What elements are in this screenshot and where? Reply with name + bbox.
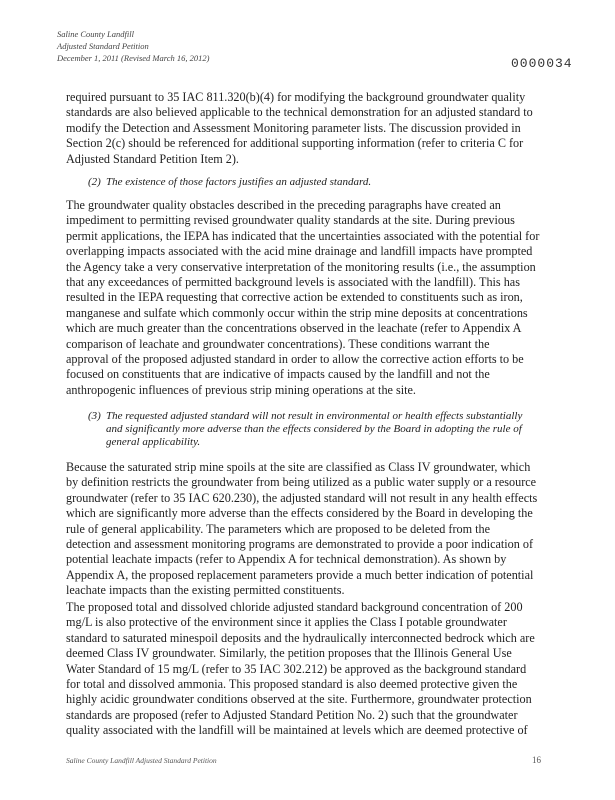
- text-line: permit applications, the IEPA has indicated that the uncertainties associated with the potential for: [66, 228, 540, 243]
- text-line: by definition restricts the groundwater from being utilized as a public water supply or a resource: [66, 475, 537, 490]
- header-line: Saline County Landfill: [57, 29, 134, 39]
- text-line: that any exceedances of permitted background levels is associated with the landfill). This has: [66, 275, 520, 290]
- text-line: leachate impacts than the existing permitted constituents.: [66, 583, 345, 598]
- text-line: which are significantly more adverse than the effects considered by the Board in developing the: [66, 506, 533, 521]
- text-line: resulted in the IEPA requesting that corrective action be extended to constituents such as iron,: [66, 290, 523, 305]
- text-line: manganese and sulfate which commonly occur within the strip mine deposits at concentrations: [66, 305, 528, 320]
- text-line: Section 2(c) should be referenced for additional supporting information (refer to criteria C for: [66, 136, 524, 151]
- text-line: comparison of leachate and groundwater concentrations). These conditions warrant the: [66, 336, 490, 351]
- paragraph-3: [66, 460, 552, 599]
- text-line: potential leachate impacts (refer to Appendix A for technical demonstration). As shown by: [66, 552, 507, 567]
- criterion-line: general applicability.: [106, 436, 201, 448]
- text-line: overlapping impacts associated with the acid mine drainage and landfill impacts have prompted: [66, 244, 533, 259]
- criterion-2-heading: [88, 176, 371, 189]
- text-line: groundwater (refer to 35 IAC 620.230), the adjusted standard will not result in any health effects: [66, 490, 538, 505]
- text-line: standard to saturated minespoil deposits and the hydraulically interconnected bedrock which are: [66, 630, 535, 645]
- text-line: Water Standard of 15 mg/L (refer to 35 IAC 302.212) be approved as the background standard: [66, 661, 527, 676]
- text-line: Adjusted Standard Petition Item 2).: [66, 151, 239, 166]
- footer-text: Saline County Landfill Adjusted Standard Petition: [66, 756, 217, 765]
- text-line: modify the Detection and Assessment Monitoring parameter lists. The discussion provided in: [66, 120, 521, 135]
- text-line: anthropogenic influences of previous strip mining operations at the site.: [66, 382, 416, 397]
- text-line: for total and dissolved ammonia. This proposed standard is also deemed protective given the: [66, 677, 518, 692]
- text-line: standards are proposed (refer to Adjusted Standard Petition No. 2) such that the groundwater: [66, 707, 518, 722]
- text-line: Because the saturated strip mine spoils at the site are classified as Class IV groundwater, which: [66, 460, 531, 474]
- criterion-line: and significantly more adverse than the effects considered by the Board in adopting the rule of: [106, 423, 522, 435]
- criterion-text: The existence of those factors justifies an adjusted standard.: [106, 176, 372, 188]
- paragraph-1: [66, 90, 552, 167]
- text-line: focused on constituents that are indicative of impacts caused by the landfill and not the: [66, 367, 490, 382]
- paragraph-2: [66, 198, 552, 398]
- criterion-number: (3): [88, 410, 101, 422]
- text-line: impediment to permitting revised groundwater quality standards at the site. During previous: [66, 213, 515, 228]
- text-line: the Agency take a very conservative interpretation of the monitoring results (i.e., the assumption: [66, 259, 536, 274]
- text-line: detection and assessment monitoring programs are demonstrated to provide a poor indication of: [66, 537, 534, 552]
- criterion-3-heading: [88, 410, 522, 449]
- page-number: 16: [532, 755, 541, 765]
- text-line: approval of the proposed adjusted standard in order to allow the corrective action efforts to be: [66, 352, 524, 367]
- header-line: December 1, 2011 (Revised March 16, 2012): [57, 53, 210, 63]
- text-line: quality associated with the landfill will be maintained at levels which are deemed protective of: [66, 723, 528, 738]
- text-line: Appendix A, the proposed replacement parameters provide a much better indication of potential: [66, 567, 534, 582]
- text-line: which are much greater than the concentrations observed in the leachate (refer to Appendix A: [66, 321, 522, 336]
- text-line: highly acidic groundwater conditions observed at the site. Furthermore, groundwater protection: [66, 692, 532, 707]
- text-line: rule of general applicability. The parameters which are proposed to be deleted from the: [66, 521, 491, 536]
- text-line: required pursuant to 35 IAC 811.320(b)(4) for modifying the background groundwater quality: [66, 90, 526, 104]
- document-header: [57, 28, 209, 64]
- document-number: 0000034: [511, 56, 573, 71]
- text-line: The groundwater quality obstacles described in the preceding paragraphs have created an: [66, 198, 501, 212]
- text-line: The proposed total and dissolved chloride adjusted standard background concentration of 200: [66, 600, 523, 614]
- text-line: standards are also believed applicable to the technical demonstration for an adjusted standard to: [66, 105, 533, 120]
- text-line: mg/L is also protective of the environment since it applies the Class I potable groundwater: [66, 615, 507, 630]
- criterion-number: (2): [88, 176, 101, 188]
- paragraph-4: [66, 600, 552, 739]
- criterion-line: The requested adjusted standard will not result in environmental or health effects substantially: [106, 410, 523, 422]
- text-line: deemed Class IV groundwater. Similarly, the petition proposes that the Illinois General Use: [66, 646, 512, 661]
- header-line: Adjusted Standard Petition: [57, 41, 149, 51]
